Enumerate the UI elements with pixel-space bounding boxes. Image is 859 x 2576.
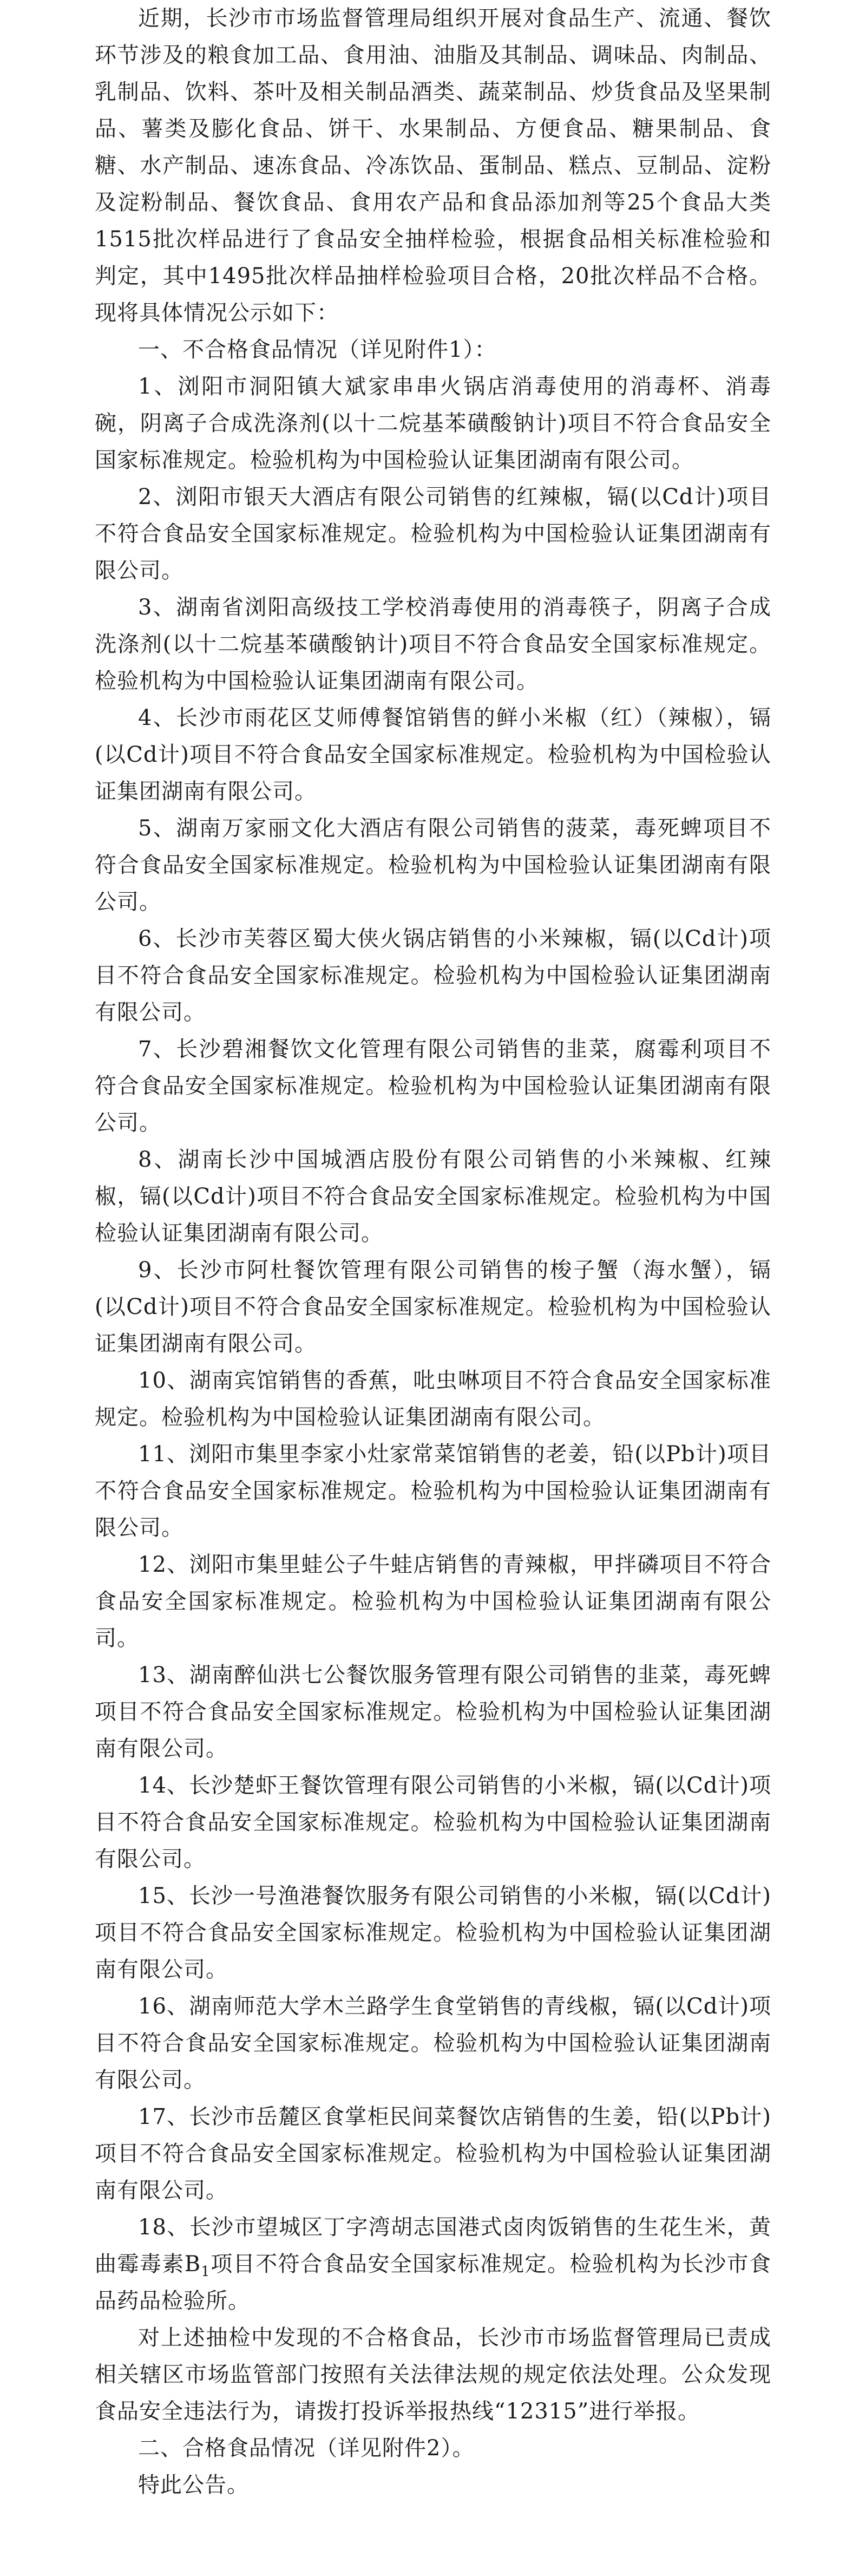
closing-paragraph: 对上述抽检中发现的不合格食品，长沙市市场监督管理局已责成相关辖区市场监管部门按照有关法律法规的规定依法处理。公众发现食品安全违法行为，请拨打投诉举报热线“12315”进行举报。 <box>95 2325 771 2424</box>
unqualified-item: 3、湖南省浏阳高级技工学校消毒使用的消毒筷子，阴离子合成洗涤剂(以十二烷基苯磺酸钠计)项目不符合食品安全国家标准规定。检验机构为中国检验认证集团湖南有限公司。 <box>95 595 771 694</box>
sign-off: 特此公告。 <box>138 2473 249 2497</box>
item18-text-end: 项目不符合食品安全国家标准规定。检验机构为长沙市食品药品检验所。 <box>95 2252 771 2313</box>
unqualified-item: 13、湖南醉仙洪七公餐饮服务管理有限公司销售的韭菜，毒死蜱项目不符合食品安全国家标准规定。检验机构为中国检验认证集团湖南有限公司。 <box>95 1663 771 1761</box>
unqualified-item: 7、长沙碧湘餐饮文化管理有限公司销售的韭菜，腐霉利项目不符合食品安全国家标准规定。检验机构为中国检验认证集团湖南有限公司。 <box>95 1037 771 1135</box>
unqualified-item: 6、长沙市芙蓉区蜀大侠火锅店销售的小米辣椒，镉(以Cd计)项目不符合食品安全国家标准规定。检验机构为中国检验认证集团湖南有限公司。 <box>95 926 771 1025</box>
unqualified-items-list <box>95 368 771 2319</box>
unqualified-item: 8、湖南长沙中国城酒店股份有限公司销售的小米辣椒、红辣椒，镉(以Cd计)项目不符合食品安全国家标准规定。检验机构为中国检验认证集团湖南有限公司。 <box>95 1147 771 1246</box>
notice-document <box>95 0 771 2503</box>
unqualified-section-heading: 一、不合格食品情况（详见附件1）： <box>138 337 497 362</box>
intro-paragraph: 近期，长沙市市场监督管理局组织开展对食品生产、流通、餐饮环节涉及的粮食加工品、食用油、油脂及其制品、调味品、肉制品、乳制品、饮料、茶叶及相关制品酒类、蔬菜制品、炒货食品及坚果制品、薯类及膨化食品、饼干、水果制品、方便食品、糖果制品、食糖、水产制品、速冻食品、冷冻饮品、蛋制品、糕点、豆制品、淀粉及淀粉制品、餐饮食品、食用农产品和食品添加剂等25个食品大类1515批次样品进行了食品安全抽样检验，根据食品相关标准检验和判定，其中1495批次样品抽样检验项目合格，20批次样品不合格。现将具体情况公示如下： <box>95 6 771 325</box>
unqualified-item: 15、长沙一号渔港餐饮服务有限公司销售的小米椒，镉(以Cd计)项目不符合食品安全国家标准规定。检验机构为中国检验认证集团湖南有限公司。 <box>95 1884 771 1982</box>
unqualified-item: 4、长沙市雨花区艾师傅餐馆销售的鲜小米椒（红）（辣椒），镉(以Cd计)项目不符合食品安全国家标准规定。检验机构为中国检验认证集团湖南有限公司。 <box>95 705 771 804</box>
item18-text-start: 18、长沙市望城区丁字湾胡志国港式卤肉饭销售的生花生米，黄曲霉毒素B <box>95 2215 771 2277</box>
unqualified-item: 17、长沙市岳麓区食掌柜民间菜餐饮店销售的生姜，铅(以Pb计)项目不符合食品安全国家标准规定。检验机构为中国检验认证集团湖南有限公司。 <box>95 2104 771 2203</box>
qualified-section-heading: 二、合格食品情况（详见附件2）。 <box>138 2436 475 2461</box>
unqualified-item: 12、浏阳市集里蛙公子牛蛙店销售的青辣椒，甲拌磷项目不符合食品安全国家标准规定。检验机构为中国检验认证集团湖南有限公司。 <box>95 1552 771 1651</box>
unqualified-item: 11、浏阳市集里李家小灶家常菜馆销售的老姜，铅(以Pb计)项目不符合食品安全国家标准规定。检验机构为中国检验认证集团湖南有限公司。 <box>95 1442 771 1540</box>
unqualified-item: 16、湖南师范大学木兰路学生食堂销售的青线椒，镉(以Cd计)项目不符合食品安全国家标准规定。检验机构为中国检验认证集团湖南有限公司。 <box>95 1994 771 2093</box>
unqualified-item: 5、湖南万家丽文化大酒店有限公司销售的菠菜，毒死蜱项目不符合食品安全国家标准规定。检验机构为中国检验认证集团湖南有限公司。 <box>95 816 771 914</box>
unqualified-item: 2、浏阳市银天大酒店有限公司销售的红辣椒，镉(以Cd计)项目不符合食品安全国家标准规定。检验机构为中国检验认证集团湖南有限公司。 <box>95 485 771 583</box>
item18-subscript: 1 <box>201 2264 211 2280</box>
unqualified-item-18 <box>95 2209 771 2319</box>
unqualified-item: 14、长沙楚虾王餐饮管理有限公司销售的小米椒，镉(以Cd计)项目不符合食品安全国家标准规定。检验机构为中国检验认证集团湖南有限公司。 <box>95 1773 771 1872</box>
unqualified-item: 1、浏阳市洞阳镇大斌家串串火锅店消毒使用的消毒杯、消毒碗，阴离子合成洗涤剂(以十二烷基苯磺酸钠计)项目不符合食品安全国家标准规定。检验机构为中国检验认证集团湖南有限公司。 <box>95 374 771 473</box>
unqualified-item: 10、湖南宾馆销售的香蕉，吡虫啉项目不符合食品安全国家标准规定。检验机构为中国检验认证集团湖南有限公司。 <box>95 1368 771 1430</box>
unqualified-item: 9、长沙市阿杜餐饮管理有限公司销售的梭子蟹（海水蟹），镉(以Cd计)项目不符合食品安全国家标准规定。检验机构为中国检验认证集团湖南有限公司。 <box>95 1258 771 1356</box>
